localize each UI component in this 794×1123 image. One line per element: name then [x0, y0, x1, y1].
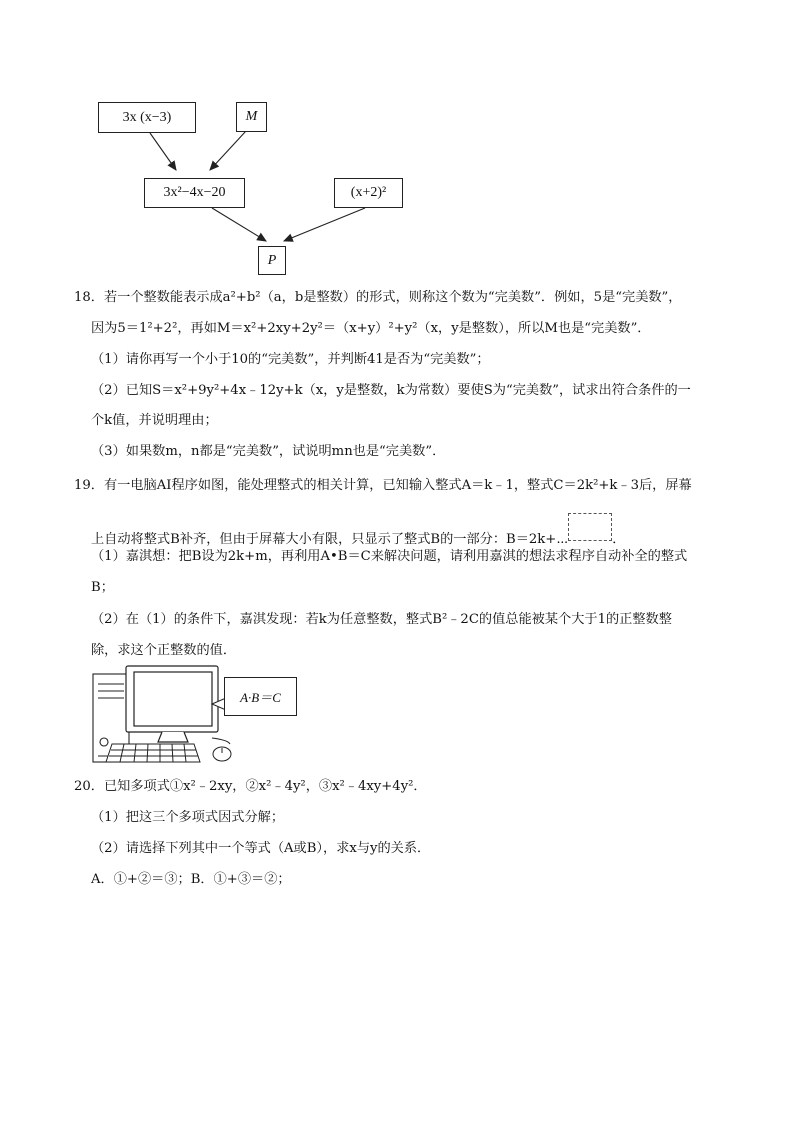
q18-part2b: 个k值，并说明理由； — [91, 413, 218, 428]
arrow-m-to-poly — [210, 131, 246, 170]
q19-part1b: B； — [91, 580, 114, 595]
box-polynomial — [144, 178, 245, 208]
monitor-icon — [126, 666, 218, 742]
box-square — [334, 178, 403, 208]
q20-options: A．①+②＝③；B．①+③＝②； — [91, 872, 291, 887]
screen-speech-box — [224, 677, 297, 716]
screen-text: A·B＝C — [240, 690, 281, 705]
hidden-part-box — [568, 513, 612, 541]
q18-part1: （1）请你再写一个小于10的“完美数”，并判断41是否为“完美数”； — [91, 352, 490, 367]
q20-line1: 已知多项式①x²﹣2xy，②x²﹣4y²，③x²﹣4xy+4y²． — [103, 779, 427, 794]
box-m — [236, 102, 267, 132]
box-3x-expression — [98, 102, 196, 133]
q18-number: 18． — [74, 290, 104, 305]
arrow-sq-to-p — [284, 208, 365, 241]
q19-part2a: （2）在（1）的条件下，嘉淇发现：若k为任意整数，整式B²﹣2C的值总能被某个大于1的正整数整 — [91, 612, 672, 627]
q19-part2b: 除，求这个正整数的值． — [91, 643, 237, 658]
q19-line2: 上自动将整式B补齐，但由于屏幕大小有限，只显示了整式B的一部分：B＝2k+⋯ — [91, 532, 569, 547]
arrow-3x-to-poly — [150, 133, 176, 170]
q18-part2a: （2）已知S＝x²+9y²+4x﹣12y+k（x，y是整数，k为常数）要使S为“完美数”，试求出符合条件的一 — [91, 383, 691, 398]
q20-part2: （2）请选择下列其中一个等式（A或B），求x与y的关系． — [91, 841, 431, 856]
q19-line1: 有一电脑AI程序如图，能处理整式的相关计算，已知输入整式A＝k﹣1，整式C＝2k²+k﹣3后，屏幕 — [103, 478, 692, 493]
box-square-text: (x+2)² — [350, 185, 387, 200]
q18-line1: 若一个整数能表示成a²+b²（a，b是整数）的形式，则称这个数为“完美数”．例如，5是“完美数”， — [103, 290, 682, 305]
box-m-text: M — [245, 109, 258, 124]
keyboard-icon — [106, 744, 200, 762]
q18-part3: （3）如果数m，n都是“完美数”，试说明mn也是“完美数”． — [91, 444, 446, 459]
box-polynomial-text: 3x²−4x−20 — [163, 185, 226, 200]
mouse-icon — [212, 738, 231, 761]
q19-part1a: （1）嘉淇想：把B设为2k+m，再利用A•B＝C来解决问题，请利用嘉淇的想法求程序自动补全的整式 — [91, 549, 688, 564]
q18-line2: 因为5＝1²+2²，再如M＝x²+2xy+2y²＝（x+y）²+y²（x，y是整数），所以M也是“完美数”． — [91, 321, 651, 336]
box-p-text: P — [267, 252, 277, 268]
box-3x-text: 3x (x−3) — [122, 109, 172, 125]
q19-number: 19． — [74, 478, 104, 493]
diagram-arrows — [0, 0, 794, 290]
q20-part1: （1）把这三个多项式因式分解； — [91, 810, 285, 825]
q20-number: 20． — [74, 779, 104, 794]
box-p — [258, 246, 286, 275]
arrow-poly-to-p — [212, 208, 266, 241]
